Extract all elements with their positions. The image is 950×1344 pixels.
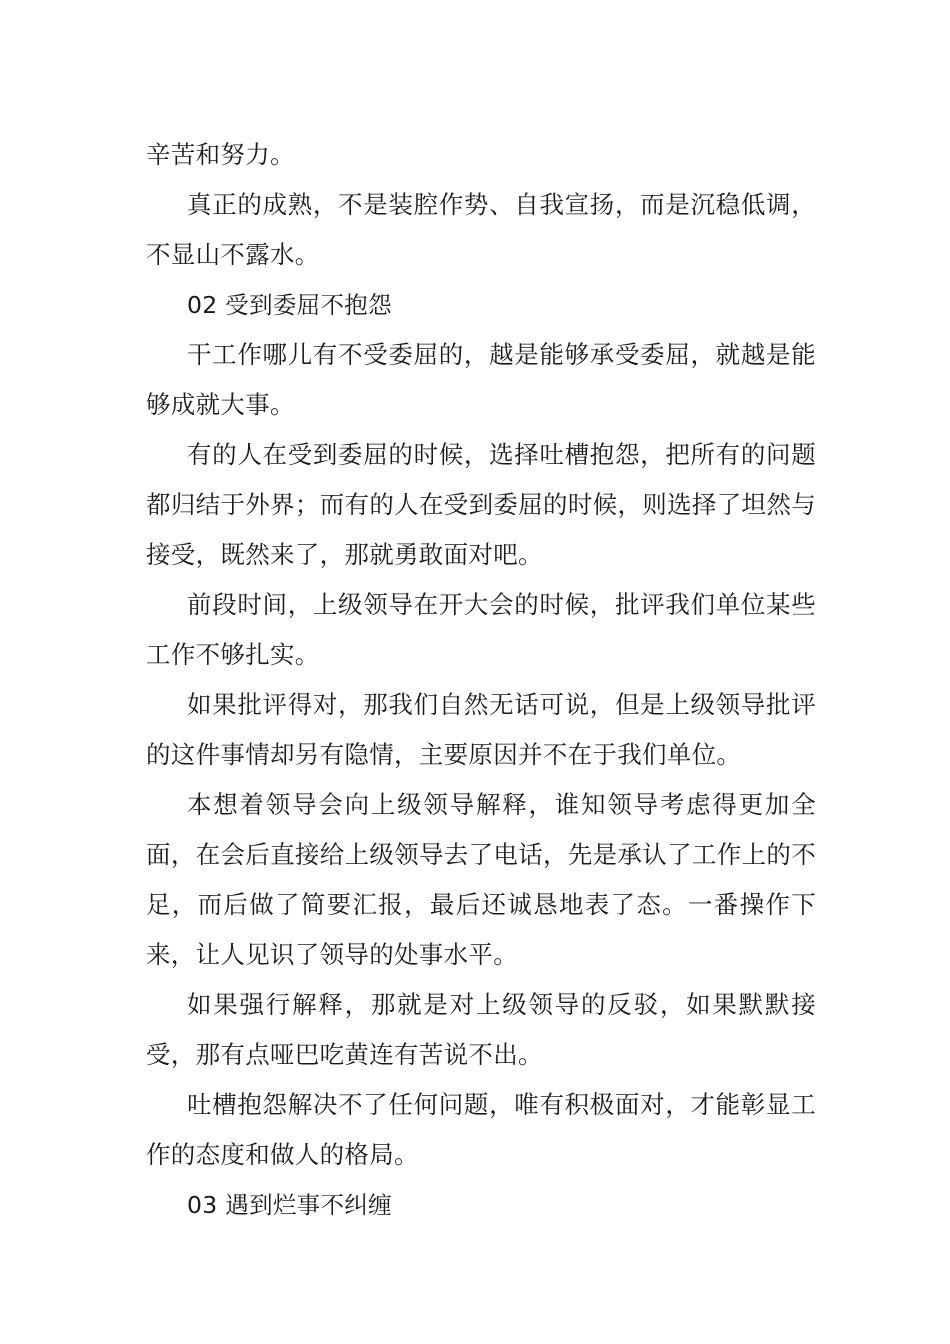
paragraph-criticism-event: 前段时间，上级领导在开大会的时候，批评我们单位某些工作不够扎实。 xyxy=(146,590,816,669)
paragraph-positive-attitude: 吐槽抱怨解决不了任何问题，唯有积极面对，才能彰显工作的态度和做人的格局。 xyxy=(146,1090,816,1169)
paragraph-grievance-choice: 有的人在受到委屈的时候，选择吐槽抱怨，把所有的问题都归结于外界；而有的人在受到委屈的时候，则选择了坦然与接受，既然来了，那就勇敢面对吧。 xyxy=(146,440,816,569)
section-heading-03: 03 遇到烂事不纠缠 xyxy=(187,1191,392,1219)
paragraph-hidden-cause: 如果批评得对，那我们自然无话可说，但是上级领导批评的这件事情却另有隐情，主要原因并不在于我们单位。 xyxy=(146,690,816,769)
paragraph-explain-dilemma: 如果强行解释，那就是对上级领导的反驳，如果默默接受，那有点哑巴吃黄连有苦说不出。 xyxy=(146,990,816,1069)
paragraph-grievance-intro: 干工作哪儿有不受委屈的，越是能够承受委屈，就越是能够成就大事。 xyxy=(146,340,816,419)
article-body xyxy=(146,130,816,1230)
paragraph-leader-response: 本想着领导会向上级领导解释，谁知领导考虑得更加全面，在会后直接给上级领导去了电话，先是承认了工作上的不足，而后做了简要汇报，最后还诚恳地表了态。一番操作下来，让人见识了领导的处事水平。 xyxy=(146,790,816,969)
section-heading-02: 02 受到委屈不抱怨 xyxy=(187,291,392,319)
paragraph-maturity: 真正的成熟，不是装腔作势、自我宣扬，而是沉稳低调，不显山不露水。 xyxy=(146,190,816,269)
paragraph-continued: 辛苦和努力。 xyxy=(146,140,295,169)
